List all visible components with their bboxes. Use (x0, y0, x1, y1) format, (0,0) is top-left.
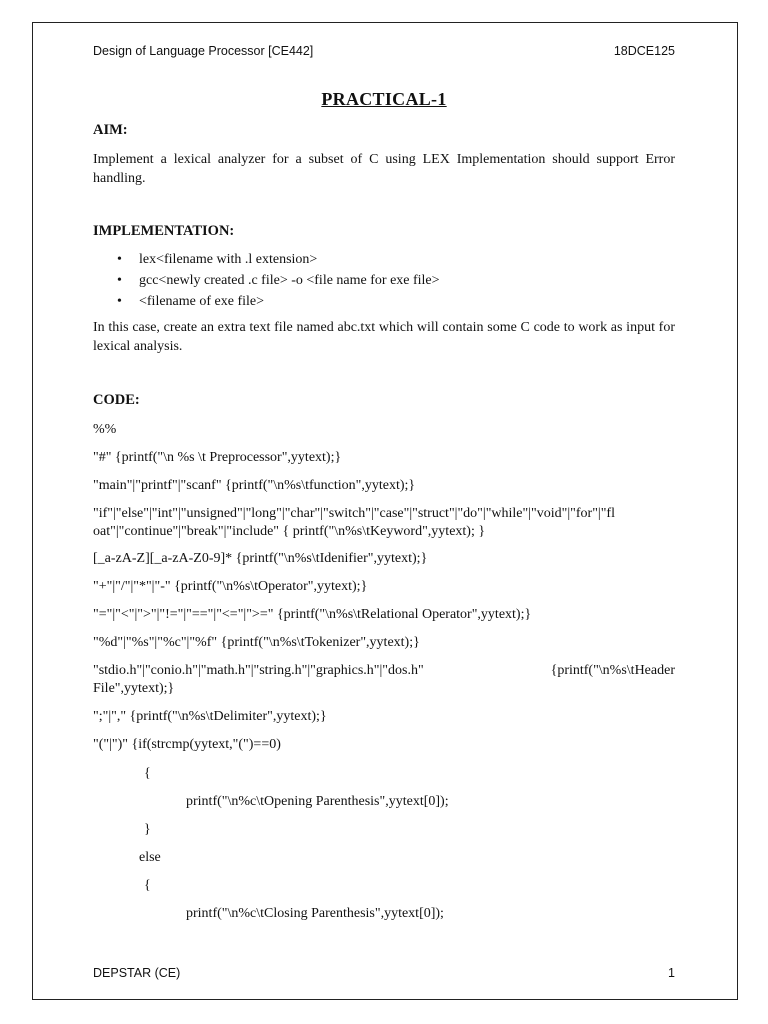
code-line: [_a-zA-Z][_a-zA-Z0-9]* {printf("\n%s\tIdenifier",yytext);} (93, 551, 428, 566)
code-line: %% (93, 422, 117, 437)
code-heading: CODE: (93, 392, 140, 408)
page-number: 1 (668, 966, 675, 980)
list-item: • gcc<newly created .c file> -o <file name for exe file> (93, 271, 440, 292)
code-line: "="|"<"|">"|"!="|"=="|"<="|">=" {printf("\n%s\tRelational Operator",yytext);} (93, 607, 532, 622)
code-line: { (144, 766, 151, 781)
code-line (93, 661, 675, 680)
code-line: oat"|"continue"|"break"|"include" { printf("\n%s\tKeyword",yytext); } (93, 524, 486, 539)
code-line: printf("\n%c\tOpening Parenthesis",yytext[0]); (186, 794, 449, 809)
code-line: "%d"|"%s"|"%c"|"%f" {printf("\n%s\tTokenizer",yytext);} (93, 635, 420, 650)
list-item: • <filename of exe file> (93, 292, 440, 313)
page-header (93, 44, 675, 58)
code-line: { (144, 878, 151, 893)
code-line: } (144, 822, 151, 837)
implementation-note: In this case, create an extra text file named abc.txt which will contain some C code to work as input for lexical analysis. (93, 320, 675, 354)
code-line: "if"|"else"|"int"|"unsigned"|"long"|"char"|"switch"|"case"|"struct"|"do"|"while"|"void"|"for"|"fl (93, 506, 615, 521)
code-line: "main"|"printf"|"scanf" {printf("\n%s\tfunction",yytext);} (93, 478, 416, 493)
code-line: "+"|"/"|"*"|"-" {printf("\n%s\tOperator",yytext);} (93, 579, 368, 594)
page-footer (93, 966, 675, 980)
page-title: PRACTICAL-1 (321, 89, 447, 109)
code-fragment: "stdio.h"|"conio.h"|"math.h"|"string.h"|"graphics.h"|"dos.h" (93, 663, 424, 678)
code-line: "("|")" {if(strcmp(yytext,"(")==0) (93, 737, 281, 752)
code-line: ";"|"," {printf("\n%s\tDelimiter",yytext);} (93, 709, 327, 724)
footer-department: DEPSTAR (CE) (93, 966, 181, 980)
code-line: File",yytext);} (93, 681, 175, 696)
header-id: 18DCE125 (613, 44, 675, 58)
code-line: printf("\n%c\tClosing Parenthesis",yytext[0]); (186, 906, 444, 921)
code-line: else (139, 850, 161, 865)
header-course: Design of Language Processor [CE442] (93, 44, 314, 58)
implementation-heading: IMPLEMENTATION: (93, 223, 235, 239)
aim-text: Implement a lexical analyzer for a subset of C using LEX Implementation should support Error handling. (93, 152, 675, 186)
list-item: • lex<filename with .l extension> (93, 250, 440, 271)
implementation-list (93, 250, 440, 313)
code-line: "#" {printf("\n %s \t Preprocessor",yytext);} (93, 450, 342, 465)
code-fragment: {printf("\n%s\tHeader (550, 663, 675, 678)
aim-heading: AIM: (93, 122, 128, 138)
